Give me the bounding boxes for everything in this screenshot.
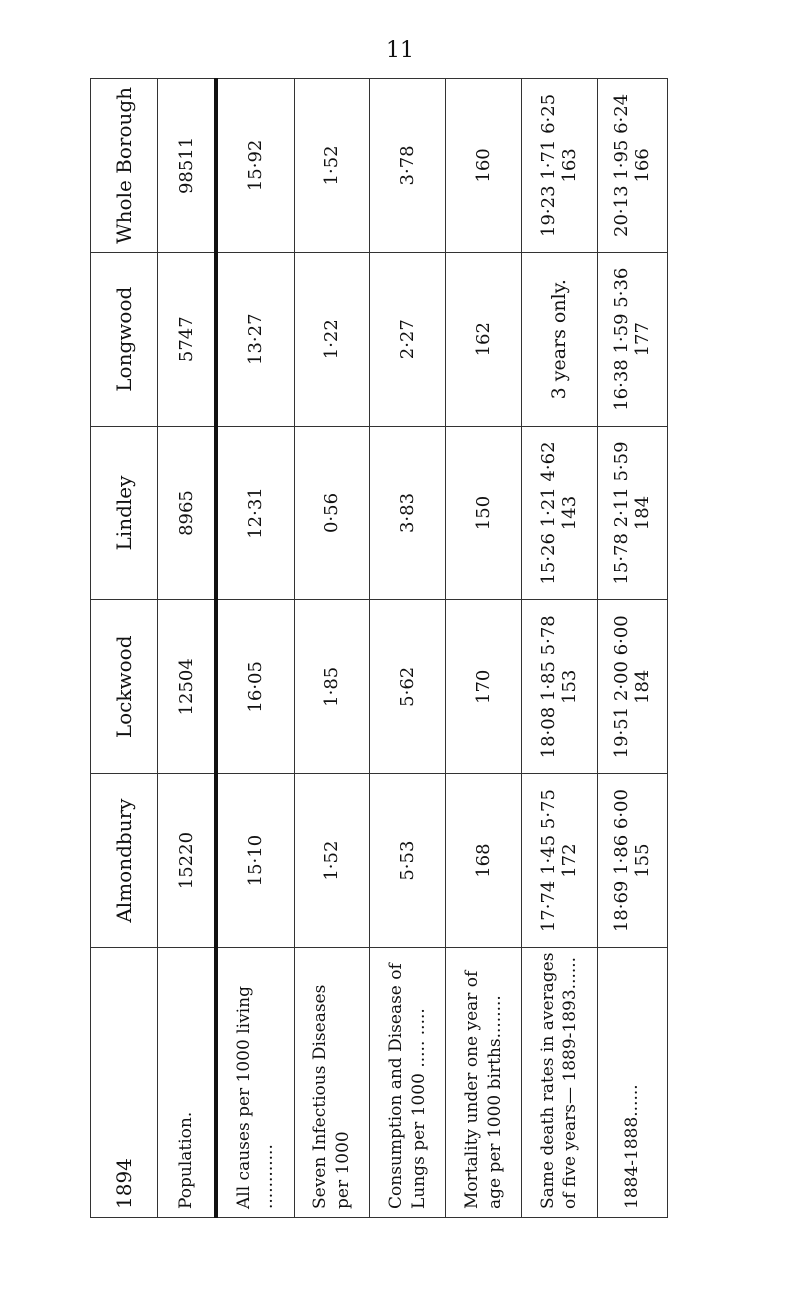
table-cell: 1·52	[294, 774, 370, 948]
row-label-all-causes: All causes per 1000 living ............	[216, 948, 294, 1218]
table-cell: 1·52	[294, 79, 370, 253]
table-cell: 15·26 1·21 4·62 143	[522, 426, 598, 600]
district-header-lindley: Lindley	[91, 426, 158, 600]
year-header: 1894	[91, 948, 158, 1218]
table-cell: 13·27	[216, 252, 294, 426]
district-header-almondbury: Almondbury	[91, 774, 158, 948]
row-label-average-1889-1893: Same death rates in averages of five years— 1889-1893......	[522, 948, 598, 1218]
row-label-infectious: Seven Infectious Diseases per 1000	[294, 948, 370, 1218]
table-cell: 3·83	[370, 426, 446, 600]
table-cell: 160	[446, 79, 522, 253]
table-cell: 162	[446, 252, 522, 426]
population-cell: 98511	[158, 79, 217, 253]
table-cell: 5·62	[370, 600, 446, 774]
table-cell: 18·08 1·85 5·78 153	[522, 600, 598, 774]
table-cell: 15·92	[216, 79, 294, 253]
mortality-table-rotated	[90, 78, 668, 1218]
table-cell: 18·69 1·86 6·00 155	[597, 774, 667, 948]
population-cell: 15220	[158, 774, 217, 948]
table-cell: 1·22	[294, 252, 370, 426]
table-cell: 1·85	[294, 600, 370, 774]
table-cell-note: 3 years only.	[522, 252, 598, 426]
table-cell: 15·78 2·11 5·59 184	[597, 426, 667, 600]
table-cell: 19·51 2·00 6·00 184	[597, 600, 667, 774]
table-cell: 170	[446, 600, 522, 774]
row-label-average-1884-1888: 1884-1888......	[597, 948, 667, 1218]
district-header-longwood: Longwood	[91, 252, 158, 426]
table-cell: 19·23 1·71 6·25 163	[522, 79, 598, 253]
district-header-lockwood: Lockwood	[91, 600, 158, 774]
page-number: 11	[386, 38, 414, 63]
table-cell: 2·27	[370, 252, 446, 426]
table-cell: 168	[446, 774, 522, 948]
table-cell: 0·56	[294, 426, 370, 600]
population-cell: 5747	[158, 252, 217, 426]
table-cell: 17·74 1·45 5·75 172	[522, 774, 598, 948]
district-header-whole-borough: Whole Borough	[91, 79, 158, 253]
population-cell: 12504	[158, 600, 217, 774]
table-cell: 16·38 1·59 5·36 177	[597, 252, 667, 426]
table-cell: 12·31	[216, 426, 294, 600]
population-header: Population.	[158, 948, 217, 1218]
table-cell: 150	[446, 426, 522, 600]
table-cell: 3·78	[370, 79, 446, 253]
table-cell: 20·13 1·95 6·24 166	[597, 79, 667, 253]
population-cell: 8965	[158, 426, 217, 600]
table-cell: 5·53	[370, 774, 446, 948]
table-cell: 15·10	[216, 774, 294, 948]
table-cell: 16·05	[216, 600, 294, 774]
row-label-consumption: Consumption and Disease of Lungs per 1000 ..... .....	[370, 948, 446, 1218]
row-label-infant-mortality: Mortality under one year of age per 1000 births........	[446, 948, 522, 1218]
mortality-table	[90, 78, 668, 1218]
